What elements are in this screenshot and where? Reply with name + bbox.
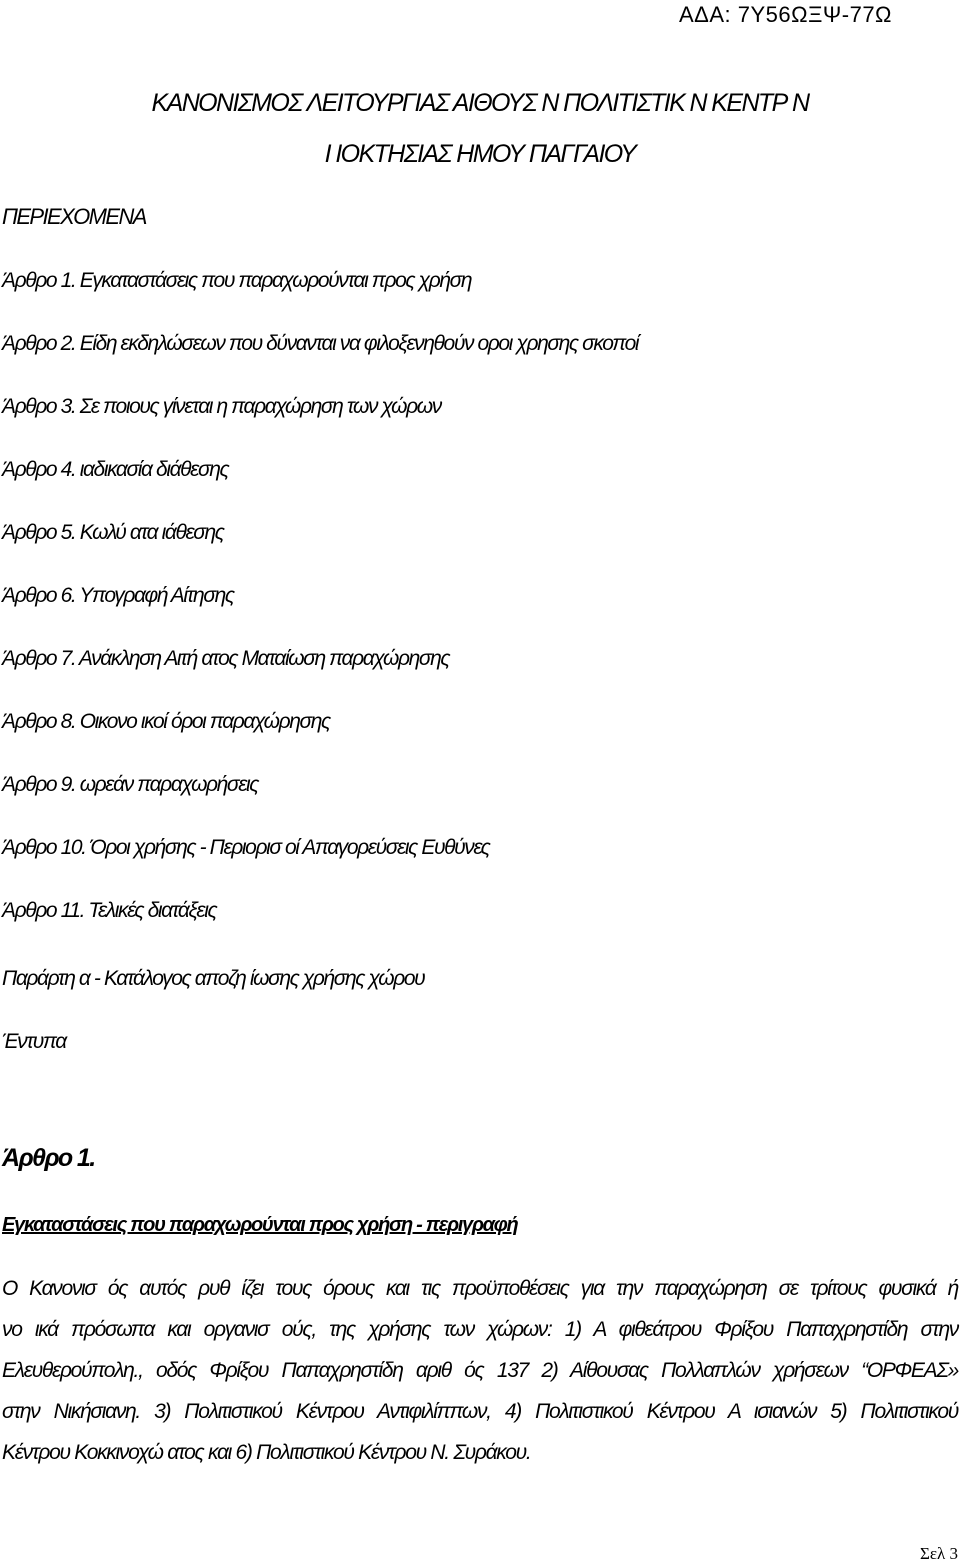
article-body-line: Κέντρου Κοκκινοχώ ατος και 6) Πολιτιστικού Κέντρου Ν. Συράκου. (2, 1441, 531, 1464)
article-body-line: νο ικά πρόσωπα και οργανισ ούς, της χρήσης των χώρων: 1) Α φιθεάτρου Φρίξου Παπαχρηστίδη στην (2, 1318, 958, 1341)
article-title: Άρθρο 1. (2, 1144, 95, 1172)
document-title-line-1: ΚΑΝΟΝΙΣΜΟΣ ΛΕΙΤΟΥΡΓΙΑΣ ΑΙΘΟΥΣ Ν ΠΟΛΙΤΙΣΤΙΚ Ν ΚΕΝΤΡ Ν (151, 89, 809, 117)
article-body-line: Ελευθερούπολη., οδός Φρίξου Παπαχρηστίδη αριθ ός 137 2) Αίθουσας Πολλαπλών χρήσεων “ΟΡΦΕΑΣ» (2, 1359, 958, 1382)
toc-heading: ΠΕΡΙΕΧΟΜΕΝΑ (2, 204, 146, 229)
toc-item-article-5: Άρθρο 5. Κωλύ ατα ιάθεσης (2, 521, 224, 544)
page-number: Σελ 3 (919, 1544, 958, 1563)
toc-item-article-10: Άρθρο 10. Όροι χρήσης - Περιορισ οί Απαγορεύσεις Ευθύνες (2, 836, 490, 859)
article-body-line: Ο Κανονισ ός αυτός ρυθ ίζει τους όρους και τις προϋποθέσεις για την παραχώρηση σε τρίτους φυσικά ή (2, 1277, 958, 1300)
toc-item-appendix: Παράρτη α - Κατάλογος αποζη ίωσης χρήσης χώρου (2, 967, 425, 990)
toc-item-article-9: Άρθρο 9. ωρεάν παραχωρήσεις (2, 773, 259, 796)
toc-item-forms: Έντυπα (2, 1030, 66, 1053)
toc-item-article-8: Άρθρο 8. Οικονο ικοί όροι παραχώρησης (2, 710, 330, 733)
article-subtitle: Εγκαταστάσεις που παραχωρούνται προς χρήση - περιγραφή (2, 1214, 518, 1236)
toc-item-article-7: Άρθρο 7. Ανάκληση Αιτή ατος Ματαίωση παραχώρησης (2, 647, 450, 670)
article-body-line: στην Νικήσιανη. 3) Πολιτιστικού Κέντρου Αντιφιλίππων, 4) Πολιτιστικού Κέντρου Α ισιανών 5) Πολιτιστικού (2, 1400, 958, 1423)
toc-item-article-6: Άρθρο 6. Υπογραφή Αίτησης (2, 584, 234, 607)
document-title-line-2: Ι ΙΟΚΤΗΣΙΑΣ ΗΜΟΥ ΠΑΓΓΑΙΟΥ (324, 140, 636, 168)
ada-code: ΑΔΑ: 7Υ56ΩΞΨ-77Ω (678, 2, 892, 27)
toc-item-article-1: Άρθρο 1. Εγκαταστάσεις που παραχωρούνται προς χρήση (2, 269, 472, 292)
toc-item-article-2: Άρθρο 2. Είδη εκδηλώσεων που δύνανται να φιλοξενηθούν οροι χρησης σκοποί (2, 332, 639, 355)
toc-item-article-11: Άρθρο 11. Τελικές διατάξεις (2, 899, 217, 922)
table-of-contents (2, 264, 638, 1088)
toc-item-article-4: Άρθρο 4. ιαδικασία διάθεσης (2, 458, 229, 481)
toc-item-article-3: Άρθρο 3. Σε ποιους γίνεται η παραχώρηση των χώρων (2, 395, 441, 418)
article-body (2, 1268, 958, 1473)
